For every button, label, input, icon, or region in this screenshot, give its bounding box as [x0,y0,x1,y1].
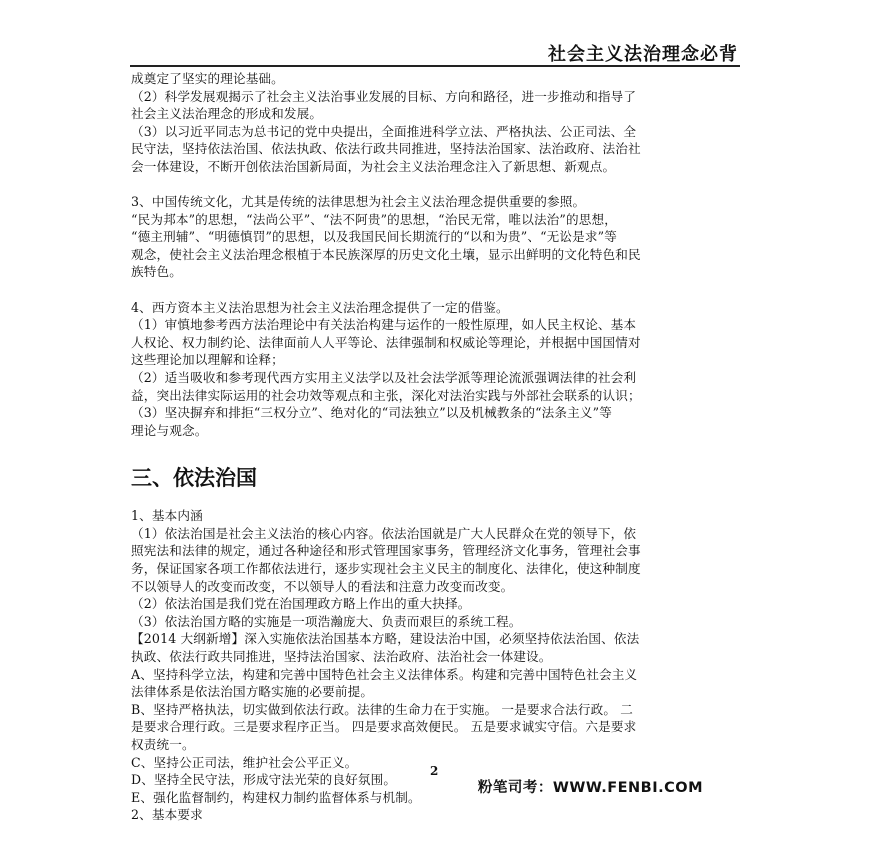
paragraph-line: 执政、依法行政共同推进，坚持法治国家、法治政府、法治社会一体建设。 [131,649,552,665]
paragraph-line: 益，突出法律实际运用的社会功效等观点和主张，深化对法治实践与外部社会联系的认识； [131,387,641,403]
paragraph-line: （1）依法治国是社会主义法治的核心内容。依法治国就是广大人民群众在党的领导下，依 [131,525,637,541]
spacer [131,176,743,194]
paragraph-line: 族特色。 [131,264,182,280]
paragraph-line: 会一体建设，不断开创依法治国新局面，为社会主义法治理念注入了新思想、新观点。 [131,158,616,174]
paragraph-line: 权责统一。 [131,737,195,752]
paragraph-line: E、强化监督制约，构建权力制约监督体系与机制。 [131,789,421,805]
section1-tail [131,70,743,176]
paragraph-line: 人权论、权力制约论、法律面前人人平等论、法律强制和权威论等理论，并根据中国国情对 [131,334,641,350]
paragraph-line: （3）依法治国方略的实施是一项浩瀚庞大、负责而艰巨的系统工程。 [131,613,522,629]
paragraph-line: （2）适当吸收和参考现代西方实用主义法学以及社会法学派等理论流派强调法律的社会利 [131,369,637,385]
paragraph-line: 观念，使社会主义法治理念根植于本民族深厚的历史文化土壤，显示出鲜明的文化特色和民 [131,246,641,262]
paragraph-line: 成奠定了坚实的理论基础。 [131,71,284,86]
point-heading: 4、西方资本主义法治思想为社会主义法治理念提供了一定的借鉴。 [131,299,509,315]
paragraph-line: （3）以习近平同志为总书记的党中央提出，全面推进科学立法、严格执法、公正司法、全 [131,123,637,139]
paragraph-line: 这些理论加以理解和诠释； [131,352,284,368]
spacer [131,439,743,461]
section-heading: 三、依法治国 [131,466,257,491]
point-4 [131,299,743,440]
paragraph-line: 务，保证国家各项工作都依法进行，逐步实现社会主义民主的制度化、法律化，使这种制度 [131,561,641,577]
paragraph-line: （2）依法治国是我们党在治国理政方略上作出的重大抉择。 [131,596,471,612]
paragraph-line: （3）坚决摒弃和排拒“三权分立”、绝对化的“司法独立”以及机械教条的“法条主义”等 [131,405,612,421]
paragraph-line: 【2014 大纲新增】深入实施依法治国基本方略，建设法治中国，必须坚持依法治国、依法 [131,631,640,647]
document-body [131,70,743,824]
footer-brand: 粉笔司考：WWW.FENBI.COM [477,780,703,796]
paragraph-line: D、坚持全民守法，形成守法光荣的良好氛围。 [131,772,397,788]
subsection-heading: 1、基本内涵 [131,508,203,524]
paragraph-line: B、坚持严格执法，切实做到依法行政。法律的生命力在于实施。 一是要求合法行政。 二 [131,701,633,717]
paragraph-line: 理论与观念。 [131,422,208,438]
paragraph-line: （1）审慎地参考西方法治理论中有关法治构建与运作的一般性原理，如人民主权论、基本 [131,317,637,333]
subsection-heading: 2、基本要求 [131,807,203,823]
page-title: 社会主义法治理念必背 [548,44,738,65]
paragraph-line: 不以领导人的改变而改变，不以领导人的看法和注意力改变而改变。 [131,578,514,594]
paragraph-line: A、坚持科学立法，构建和完善中国特色社会主义法律体系。构建和完善中国特色社会主义 [131,666,638,682]
paragraph-line: 照宪法和法律的规定，通过各种途径和形式管理国家事务，管理经济文化事务，管理社会事 [131,543,641,559]
paragraph-line: 是要求合理行政。三是要求程序正当。 四是要求高效便民。 五是要求诚实守信。六是要求 [131,719,637,735]
point-3 [131,193,743,281]
paragraph-line: 法律体系是依法治国方略实施的必要前提。 [131,684,374,700]
header-divider [130,65,740,67]
paragraph-line: 社会主义法治理念的形成和发展。 [131,106,323,122]
paragraph-line: C、坚持公正司法，维护社会公平正义。 [131,754,358,770]
spacer [131,281,743,299]
page-number: 2 [430,764,439,778]
paragraph-line: “民为邦本”的思想，“法尚公平”、“法不阿贵”的思想，“治民无常，唯以法治”的思想， [131,211,617,227]
point-heading: 3、中国传统文化，尤其是传统的法律思想为社会主义法治理念提供重要的参照。 [131,194,586,210]
paragraph-line: （2）科学发展观揭示了社会主义法治事业发展的目标、方向和路径，进一步推动和指导了 [131,88,637,104]
paragraph-line: “德主刑辅”、“明德慎罚”的思想，以及我国民间长期流行的“以和为贵”、“无讼是求”等 [131,229,617,245]
paragraph-line: 民守法，坚持依法治国、依法执政、依法行政共同推进，坚持法治国家、法治政府、法治社 [131,141,641,157]
